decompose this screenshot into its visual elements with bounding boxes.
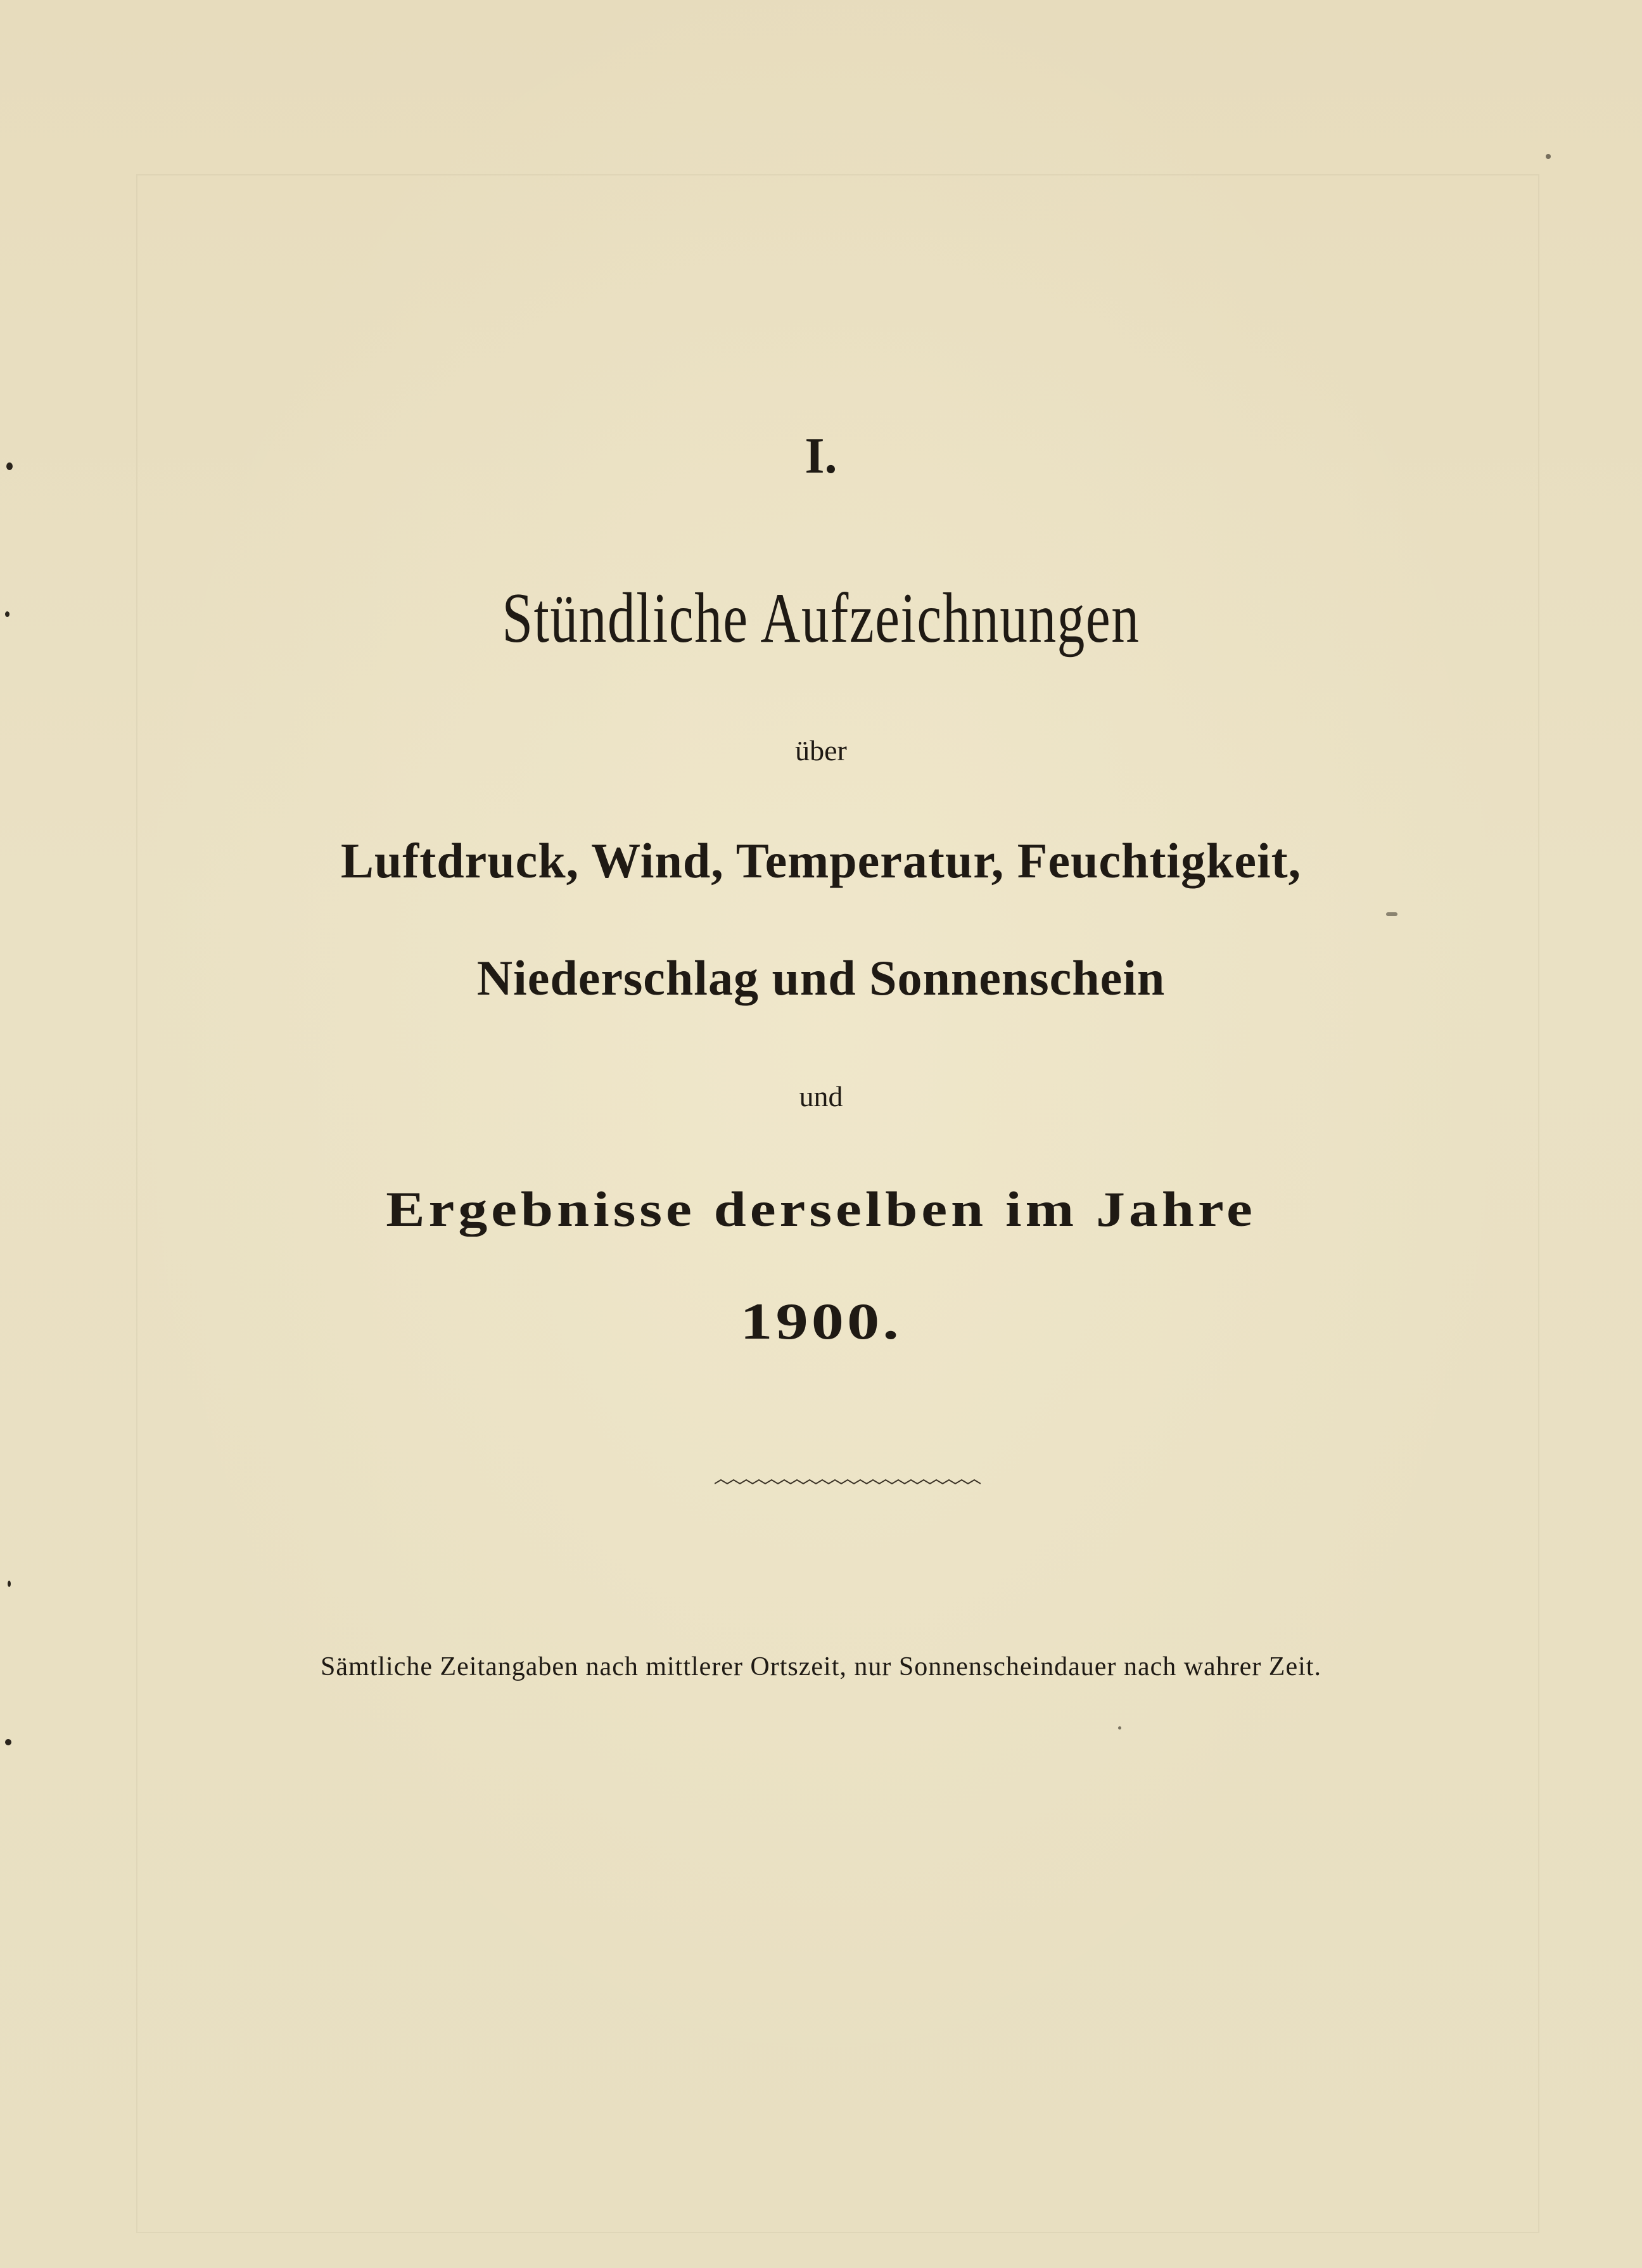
- paper-speck: [8, 1581, 11, 1587]
- section-number: I.: [805, 428, 837, 484]
- results-heading: Ergebnisse derselben im Jahre: [386, 1182, 1256, 1237]
- page-title: Stündliche Aufzeichnungen: [502, 579, 1140, 658]
- footnote: Sämtliche Zeitangaben nach mittlerer Ortszeit, nur Sonnenscheindauer nach wahrer Zeit.: [321, 1652, 1321, 1681]
- paper-speck: [5, 1739, 11, 1745]
- subjects-line-1: Luftdruck, Wind, Temperatur, Feuchtigkeit,: [340, 833, 1302, 888]
- subjects-line-2: Niederschlag und Sonnenschein: [476, 950, 1166, 1005]
- paper-speck: [5, 611, 10, 617]
- connector-und: und: [799, 1080, 843, 1112]
- year-heading: 1900.: [740, 1292, 902, 1350]
- paper-speck: [1546, 154, 1551, 159]
- paper-speck: [6, 462, 13, 470]
- paper-speck: [1118, 1726, 1121, 1730]
- connector-ueber: über: [795, 734, 847, 767]
- wavy-divider: [715, 1476, 981, 1491]
- paper-speck: [1386, 912, 1397, 916]
